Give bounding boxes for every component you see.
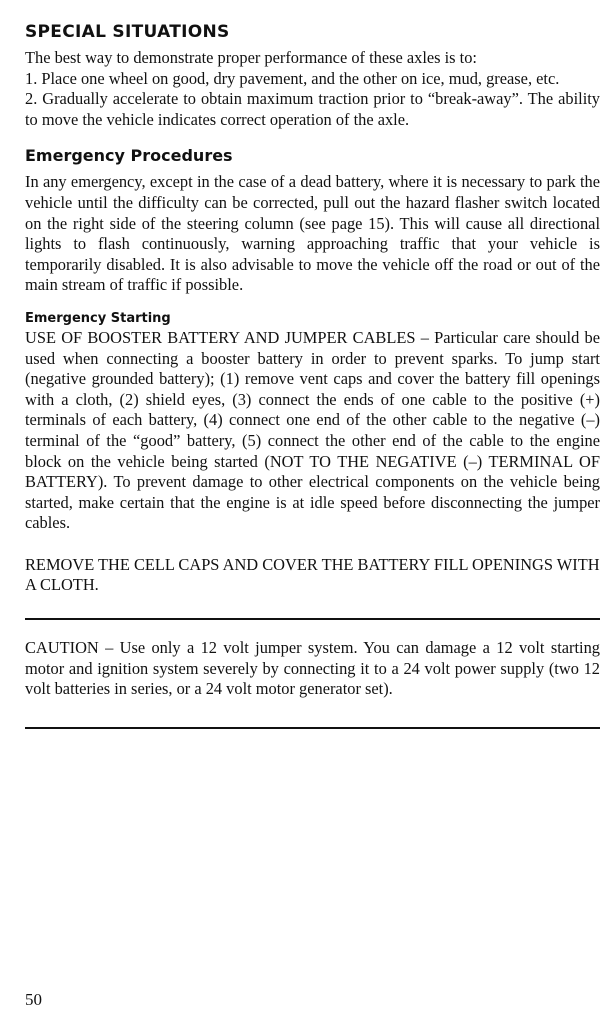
divider-top (25, 618, 600, 620)
section-title: SPECIAL SITUATIONS (25, 22, 230, 42)
manual-page (25, 20, 600, 729)
divider-bottom (25, 727, 600, 729)
emergency-procedures-text: In any emergency, except in the case of a dead battery, where it is necessary to park the vehicle until the difficulty can be corrected, pull out the hazard flasher switch located on the right side of the steering column (see page 15). This will cause all directional lights to flash continuously, warning approaching traffic that your vehicle is temporarily disabled. It is also advisable to move the vehicle off the road or out of the main stream of traffic if possible. (25, 172, 600, 295)
caution-text: CAUTION – Use only a 12 volt jumper system. You can damage a 12 volt starting motor and ignition system severely by connecting it to a 24 volt power supply (two 12 volt batteries in series, or a 24 volt motor generator set). (25, 638, 600, 699)
emergency-starting-heading: Emergency Starting (25, 310, 171, 326)
page-number: 50 (25, 990, 42, 1009)
battery-notice: REMOVE THE CELL CAPS AND COVER THE BATTERY FILL OPENINGS WITH A CLOTH. (25, 554, 600, 595)
special-step-1: 1. Place one wheel on good, dry pavement, and the other on ice, mud, grease, etc. (25, 68, 560, 88)
emergency-procedures-heading: Emergency Procedures (25, 146, 233, 166)
special-intro: The best way to demonstrate proper performance of these axles is to: (25, 48, 477, 67)
emergency-starting-text: USE OF BOOSTER BATTERY AND JUMPER CABLES – Particular care should be used when connecting a booster battery in order to prevent sparks. To jump start (negative grounded battery); (1) remove vent caps and cover the battery fill openings with a cloth, (2) shield eyes, (3) connect the ends of one cable to the positive (+) terminals of each battery, (4) connect one end of the other cable to the negative (–) terminal of the “good” battery, (5) connect the other end of the cable to the engine block on the vehicle being started (NOT TO THE NEGATIVE (–) TERMINAL OF BATTERY). To prevent damage to other electrical components on the vehicle being started, make certain that the engine is at idle speed before disconnecting the jumper cables. (25, 327, 600, 533)
special-step-2: 2. Gradually accelerate to obtain maximum traction prior to “break-away”. The ability to move the vehicle indicates correct operation of the axle. (25, 89, 600, 129)
